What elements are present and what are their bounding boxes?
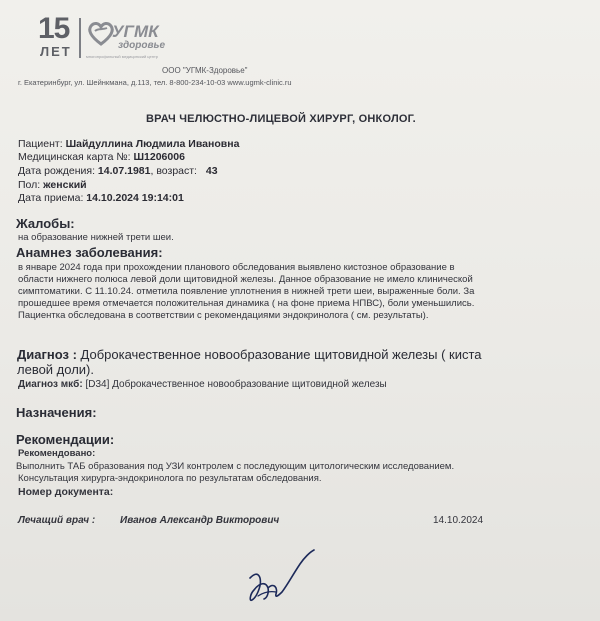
complaints-text: на образование нижней трети шеи.	[18, 232, 174, 243]
anamnesis-line: прошедшее время отмечается положительная динамика ( на фоне приема НПВС), боли уменьшились.	[18, 298, 475, 309]
logo-tiny-line: многопрофильный медицинский центр	[86, 54, 159, 59]
visit-date-value: 14.10.2024 19:14:01	[86, 192, 184, 204]
sex-value: женский	[43, 179, 87, 191]
sex-row	[18, 179, 87, 191]
age-value: 43	[205, 165, 218, 177]
doctor-name: Иванов Александр Викторович	[120, 515, 280, 526]
anamnesis-line: Пациентка обследована в соответствии с рекомендациями эндокринолога ( см. результаты).	[18, 310, 429, 321]
visit-date-label: Дата приема:	[18, 192, 84, 204]
recommendations-heading: Рекомендации:	[16, 432, 115, 447]
anamnesis-line: в январе 2024 года при прохождении планового обследования выявлено кистозное образование в	[18, 262, 455, 273]
anamnesis-line: области нижнего полюса левой доли щитовидной железы. Данное образование не имело клинической	[18, 274, 473, 285]
doctor-label: Лечащий врач :	[18, 515, 96, 526]
recommendation-line: Выполнить ТАБ образования под УЗИ контролем с последующим цитологическим исследованием.	[16, 461, 455, 472]
diagnosis-mkb-row	[18, 379, 387, 391]
patient-name-label: Пациент:	[18, 138, 63, 150]
diagnosis-mkb-text: [D34] Доброкачественное новообразование щитовидной железы	[82, 379, 387, 390]
dob-row	[18, 165, 218, 177]
recommendation-line: Консультация хирурга-эндокринолога по результатам обследования.	[18, 473, 322, 484]
organization-name: ООО "УГМК-Здоровье"	[162, 66, 248, 75]
diagnosis-label: Диагноз :	[17, 347, 77, 362]
age-label: , возраст:	[150, 165, 197, 177]
visit-date-row	[18, 192, 184, 204]
logo-divider	[79, 18, 81, 58]
handwritten-signature	[244, 548, 324, 608]
diagnosis-line-1	[17, 347, 482, 362]
dob-value: 14.07.1981	[97, 165, 151, 177]
complaints-heading: Жалобы:	[16, 216, 75, 231]
anamnesis-line: симптоматики. С 11.10.24. отметила появление уплотнения в нижней трети шеи, выраженные боли. За	[18, 286, 475, 297]
document-title: ВРАЧ ЧЕЛЮСТНО-ЛИЦЕВОЙ ХИРУРГ, ОНКОЛОГ.	[146, 113, 416, 125]
medical-card-row	[18, 151, 185, 163]
anniversary-number: 15	[38, 12, 70, 45]
document-number-label: Номер документа:	[18, 486, 114, 498]
sex-label: Пол:	[18, 179, 41, 191]
recommendations-sub: Рекомендовано:	[18, 448, 96, 459]
diagnosis-line-2: левой доли).	[17, 362, 94, 377]
diagnosis-text: Доброкачественное новообразование щитовидной железы ( киста	[76, 347, 482, 362]
patient-name-value: Шайдуллина Людмила Ивановна	[65, 138, 240, 150]
prescriptions-heading: Назначения:	[16, 405, 97, 420]
anniversary-word: ЛЕТ	[40, 44, 72, 59]
anamnesis-heading: Анамнез заболевания:	[16, 245, 163, 260]
organization-address: г. Екатеринбург, ул. Шейнкмана, д.113, тел. 8-800-234-10-03 www.ugmk-clinic.ru	[18, 78, 292, 87]
medical-card-label: Медицинская карта №:	[18, 151, 131, 163]
logo-name: УГМК	[112, 22, 159, 41]
dob-label: Дата рождения:	[18, 165, 95, 177]
medical-card-value: Ш1206006	[133, 151, 185, 163]
patient-name-row	[18, 138, 239, 150]
signature-date: 14.10.2024	[433, 515, 484, 526]
logo-subtitle: здоровье	[118, 40, 166, 51]
diagnosis-mkb-label: Диагноз мкб:	[18, 379, 83, 390]
